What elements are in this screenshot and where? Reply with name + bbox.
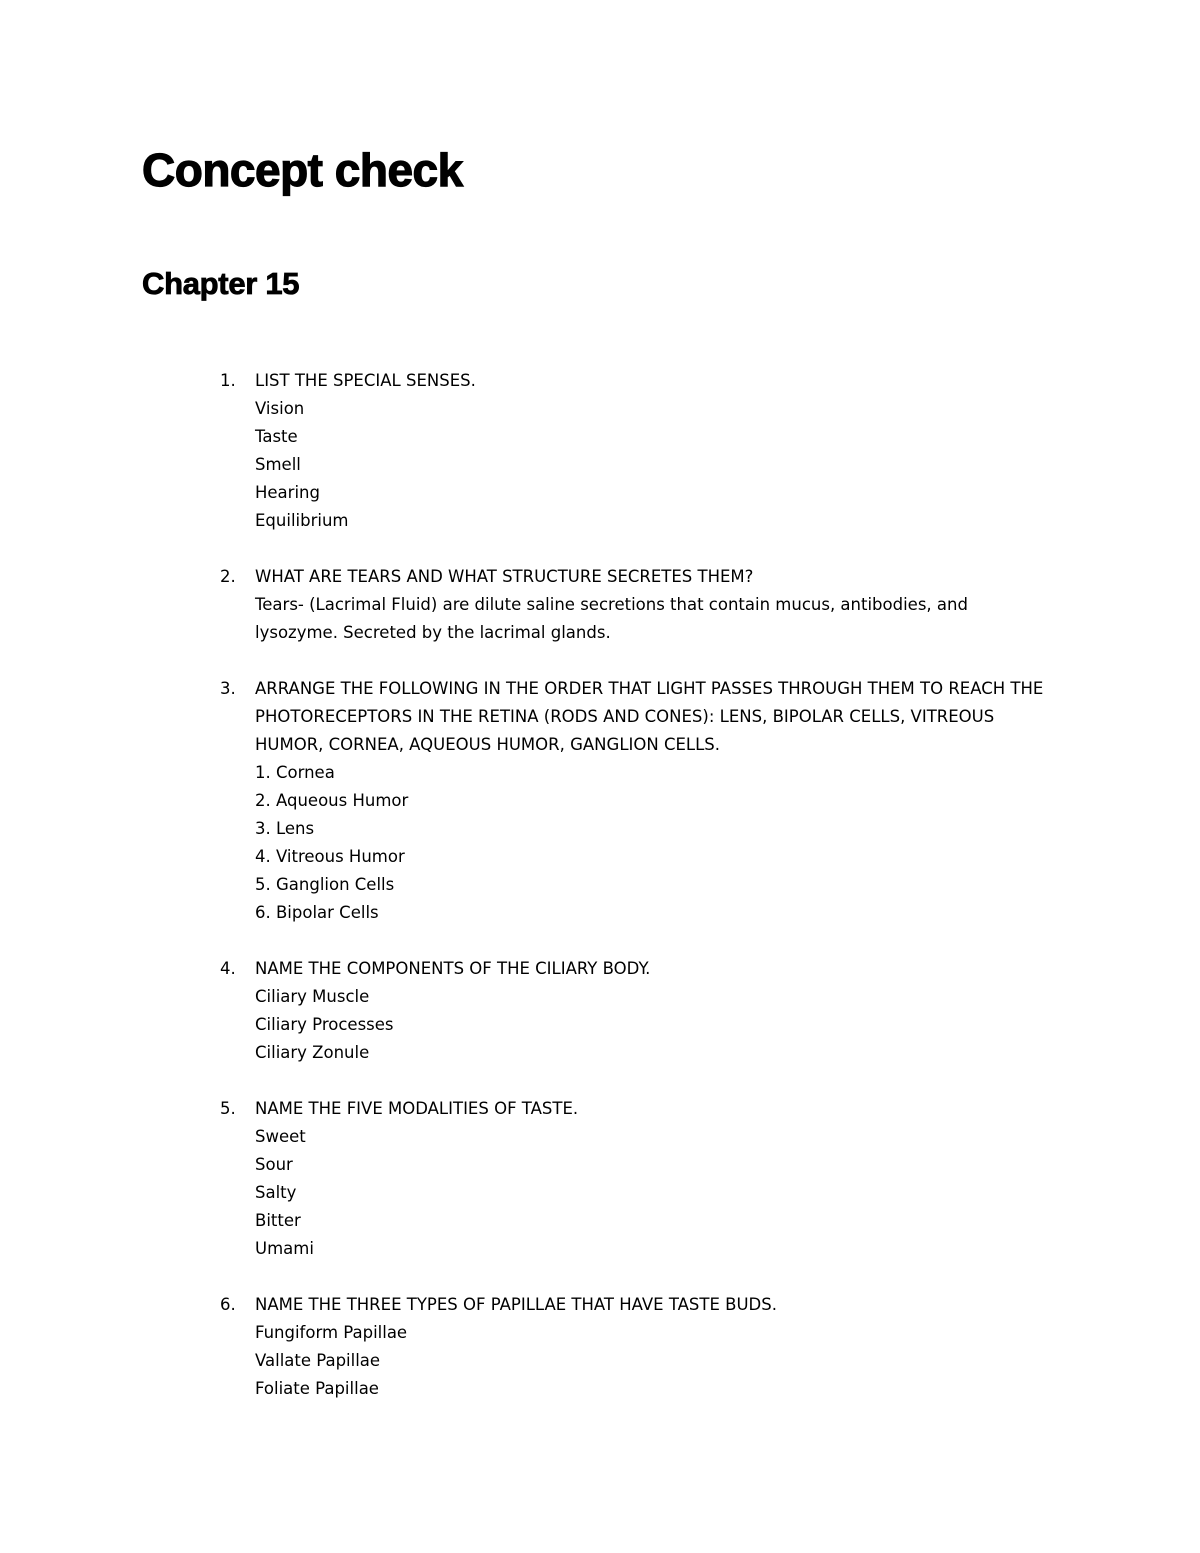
question-number: 1. <box>220 371 236 390</box>
question-number: 2. <box>220 567 236 586</box>
answer-paragraph: Tears- (Lacrimal Fluid) are dilute saline secretions that contain mucus, antibodies, and lysozyme. Secreted by the lacrimal glands. <box>255 595 968 642</box>
question-list <box>0 367 1200 1431</box>
answer-line: Vallate Papillae <box>255 1351 381 1370</box>
answer-line: Sweet <box>255 1127 306 1146</box>
answer-line: Ciliary Processes <box>255 1015 394 1034</box>
answer-line: Smell <box>255 455 301 474</box>
answer-line: Foliate Papillae <box>255 1379 379 1398</box>
question-number: 6. <box>220 1295 236 1314</box>
answer-line: Equilibrium <box>255 511 349 530</box>
question-item <box>0 1095 1200 1263</box>
answer-line: Sour <box>255 1155 293 1174</box>
answer-line: Fungiform Papillae <box>255 1323 408 1342</box>
question-item <box>0 1291 1200 1403</box>
answer-line: 3. Lens <box>255 819 315 838</box>
answer-line: 4. Vitreous Humor <box>255 847 405 866</box>
answer-line: 5. Ganglion Cells <box>255 875 395 894</box>
answer-line: Ciliary Zonule <box>255 1043 370 1062</box>
document-title: Concept check <box>142 144 463 196</box>
question-prompt: NAME THE THREE TYPES OF PAPILLAE THAT HAVE TASTE BUDS. <box>255 1295 777 1314</box>
question-item <box>0 675 1200 927</box>
answer-line: Hearing <box>255 483 320 502</box>
answer-line: Salty <box>255 1183 297 1202</box>
chapter-heading: Chapter 15 <box>142 266 300 301</box>
answer-line: Bitter <box>255 1211 301 1230</box>
answer-line: Vision <box>255 399 305 418</box>
question-prompt: LIST THE SPECIAL SENSES. <box>255 371 476 390</box>
answer-line: 6. Bipolar Cells <box>255 903 379 922</box>
question-item <box>0 563 1200 647</box>
question-number: 5. <box>220 1099 236 1118</box>
answer-line: Ciliary Muscle <box>255 987 370 1006</box>
question-number: 4. <box>220 959 236 978</box>
question-number: 3. <box>220 679 236 698</box>
question-prompt: NAME THE FIVE MODALITIES OF TASTE. <box>255 1099 579 1118</box>
answer-line: Umami <box>255 1239 314 1258</box>
question-item <box>0 367 1200 535</box>
question-prompt: NAME THE COMPONENTS OF THE CILIARY BODY. <box>255 959 651 978</box>
question-prompt: WHAT ARE TEARS AND WHAT STRUCTURE SECRETES THEM? <box>255 567 754 586</box>
answer-line: 1. Cornea <box>255 763 335 782</box>
answer-line: Taste <box>255 427 298 446</box>
question-prompt: ARRANGE THE FOLLOWING IN THE ORDER THAT LIGHT PASSES THROUGH THEM TO REACH THE PHOTORECEPTORS IN THE RETINA (RODS AND CONES): LENS, BIPOLAR CELLS, VITREOUS HUMOR, CORNEA, AQUEOUS HUMOR, GANGLION CELLS. <box>255 679 1044 754</box>
question-item <box>0 955 1200 1067</box>
answer-line: 2. Aqueous Humor <box>255 791 409 810</box>
